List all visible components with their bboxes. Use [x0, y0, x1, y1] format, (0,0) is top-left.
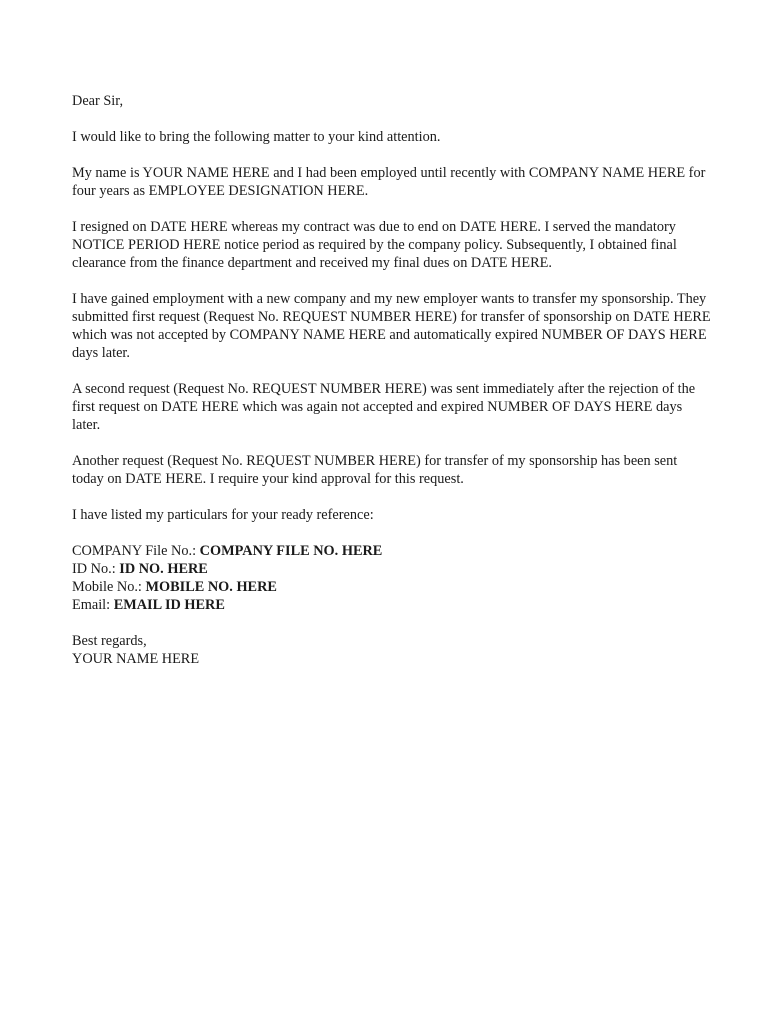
particular-label: Mobile No.:: [72, 579, 142, 595]
closing-text: Best regards,: [72, 633, 147, 649]
paragraph-resignation: I resigned on DATE HERE whereas my contract was due to end on DATE HERE. I served the mandatory NOTICE PERIOD HERE notice period as required by the company policy. Subsequently, I obtained final clearance from the finance department and received my final dues on DATE HERE.: [72, 219, 677, 271]
particular-mobile: [72, 578, 712, 596]
particular-email: [72, 596, 712, 614]
particular-value: COMPANY FILE NO. HERE: [199, 543, 383, 559]
particular-value: MOBILE NO. HERE: [145, 579, 277, 595]
salutation: Dear Sir,: [72, 93, 124, 109]
particular-value: EMAIL ID HERE: [113, 597, 225, 613]
paragraph-particulars-intro: I have listed my particulars for your ready reference:: [72, 507, 374, 523]
particulars-list: [72, 542, 712, 614]
paragraph-first-request: I have gained employment with a new company and my new employer wants to transfer my sponsorship. They submitted first request (Request No. REQUEST NUMBER HERE) for transfer of sponsorship on DATE HERE which was not accepted by COMPANY NAME HERE and automatically expired NUMBER OF DAYS HERE days later.: [72, 291, 711, 361]
paragraph-intro: I would like to bring the following matter to your kind attention.: [72, 129, 441, 145]
signature-name: YOUR NAME HERE: [72, 651, 200, 667]
particular-label: ID No.:: [72, 561, 116, 577]
particular-id: [72, 560, 712, 578]
closing-block: [72, 632, 712, 668]
paragraph-second-request: A second request (Request No. REQUEST NUMBER HERE) was sent immediately after the rejection of the first request on DATE HERE which was again not accepted and expired NUMBER OF DAYS HERE days later.: [72, 381, 696, 433]
particular-company-file: [72, 542, 712, 560]
letter-body: [72, 92, 712, 668]
paragraph-third-request: Another request (Request No. REQUEST NUMBER HERE) for transfer of my sponsorship has been sent today on DATE HERE. I require your kind approval for this request.: [72, 453, 678, 487]
particular-label: Email:: [72, 597, 111, 613]
particular-label: COMPANY File No.:: [72, 543, 197, 559]
particular-value: ID NO. HERE: [119, 561, 208, 577]
paragraph-employment: My name is YOUR NAME HERE and I had been employed until recently with COMPANY NAME HERE for four years as EMPLOYEE DESIGNATION HERE.: [72, 165, 706, 199]
